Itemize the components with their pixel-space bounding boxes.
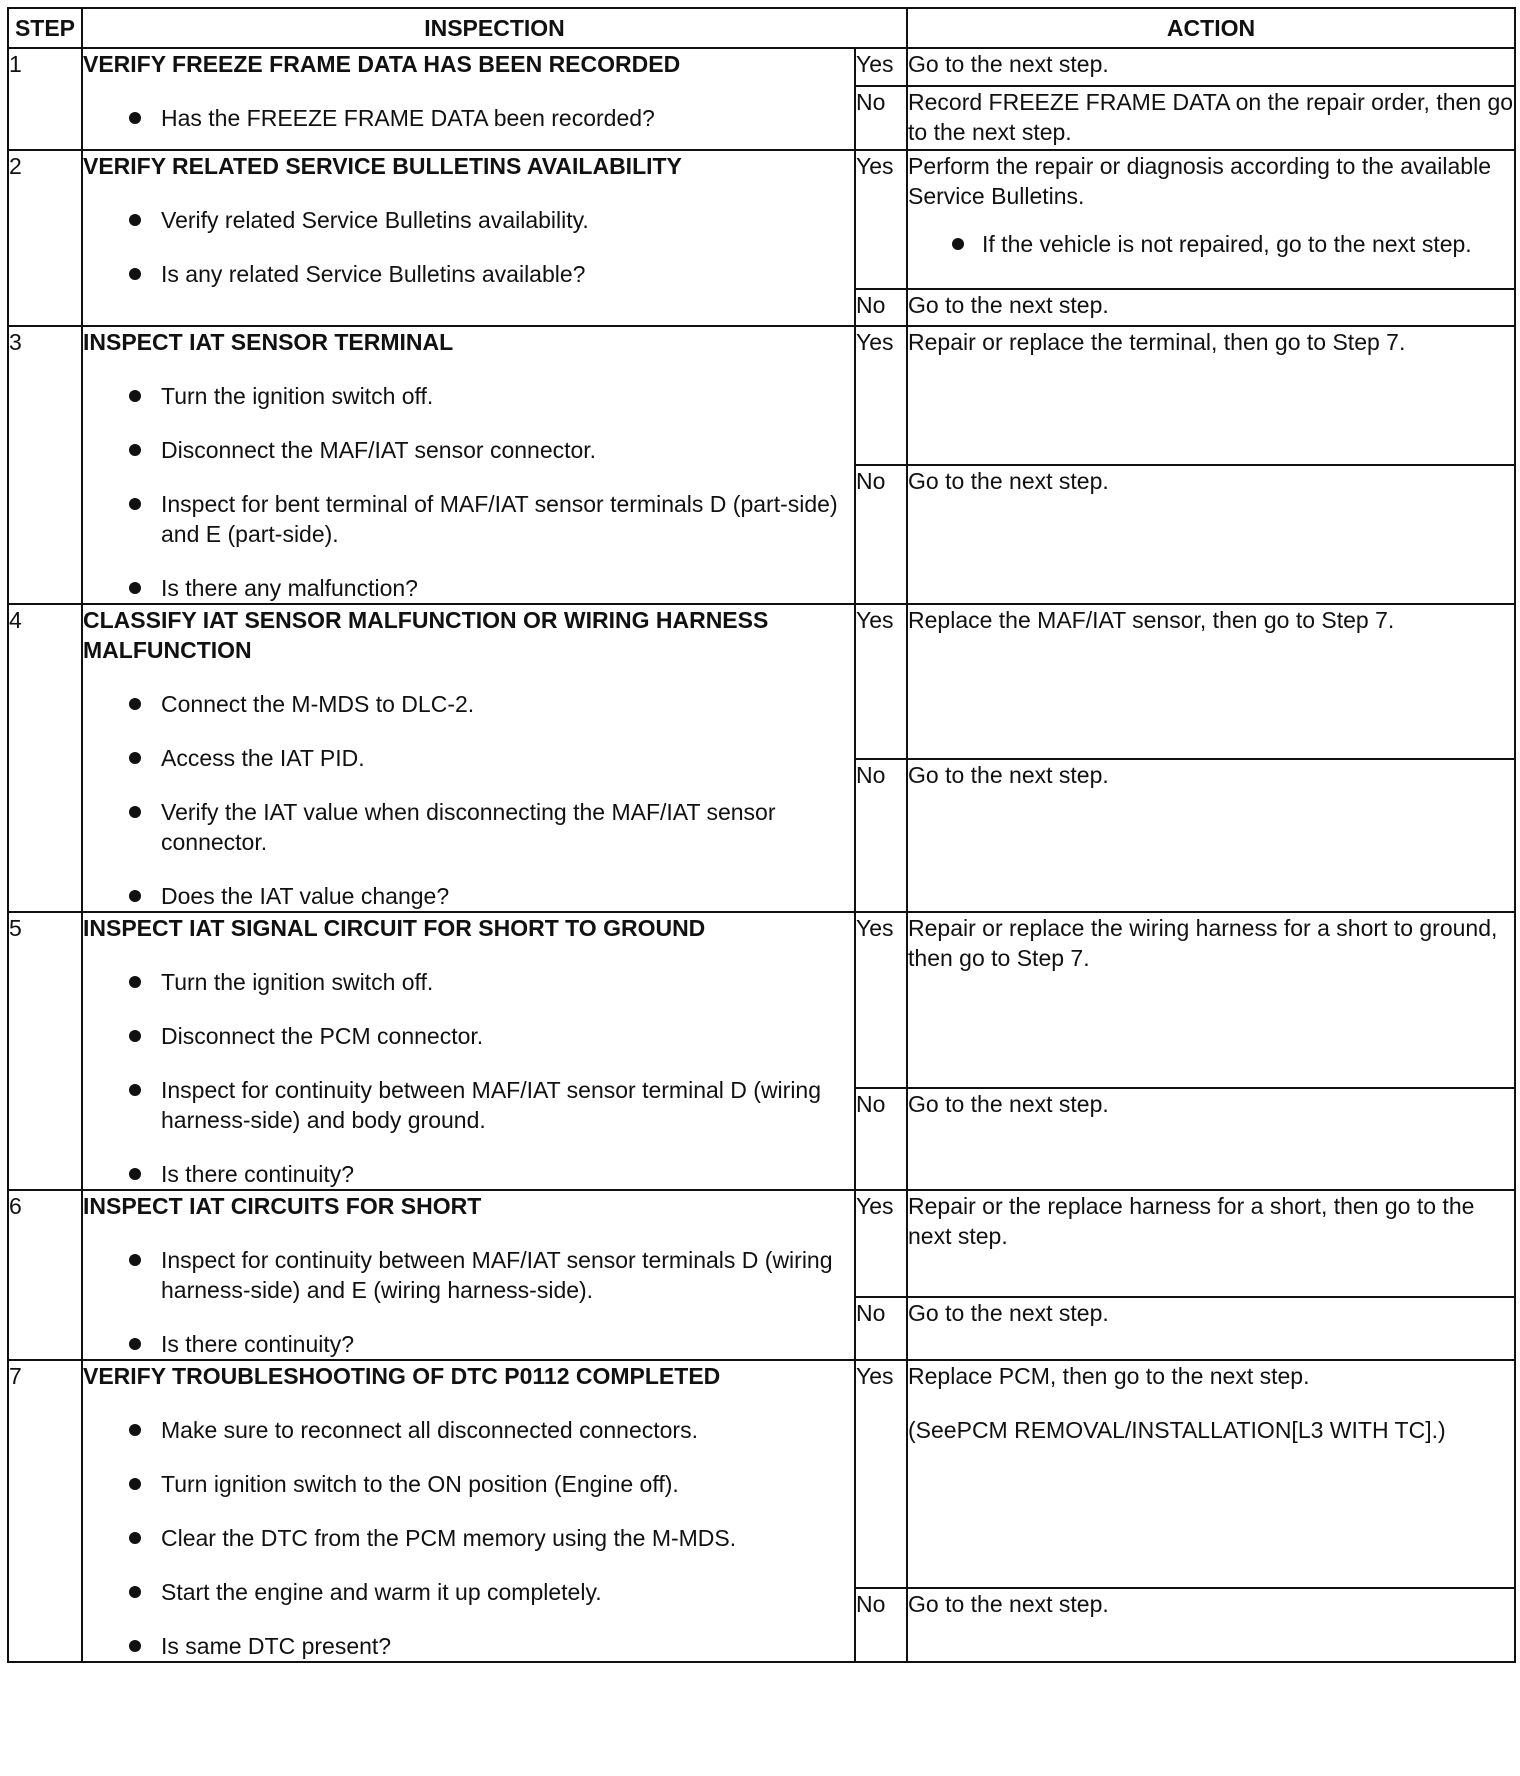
no-label: No (855, 465, 907, 604)
inspection-bullet: Disconnect the PCM connector. (83, 1021, 854, 1051)
step-number: 3 (8, 326, 82, 604)
inspection-title: INSPECT IAT SIGNAL CIRCUIT FOR SHORT TO GROUND (83, 915, 706, 941)
inspection-bullets (83, 1245, 854, 1359)
inspection-bullet: Is any related Service Bulletins available? (83, 259, 854, 289)
inspection-title: VERIFY FREEZE FRAME DATA HAS BEEN RECORDED (83, 51, 681, 77)
inspection-bullet: Start the engine and warm it up completely. (83, 1577, 854, 1607)
no-label: No (855, 1088, 907, 1190)
inspection-bullet: Does the IAT value change? (83, 881, 854, 911)
action-text: Record FREEZE FRAME DATA on the repair order, then go to the next step. (908, 89, 1514, 145)
inspection-bullet: Turn the ignition switch off. (83, 381, 854, 411)
action-text: Replace PCM, then go to the next step. (908, 1363, 1310, 1389)
inspection-bullet: Inspect for bent terminal of MAF/IAT sensor terminals D (part-side) and E (part-side). (83, 489, 854, 549)
inspection-bullet: Clear the DTC from the PCM memory using the M-MDS. (83, 1523, 854, 1553)
inspection-bullet: Is same DTC present? (83, 1631, 854, 1661)
step-number: 5 (8, 912, 82, 1190)
inspection-title: VERIFY RELATED SERVICE BULLETINS AVAILABILITY (83, 153, 682, 179)
table-row (8, 604, 1515, 759)
yes-label: Yes (855, 604, 907, 759)
yes-label: Yes (855, 48, 907, 86)
yes-action (907, 604, 1515, 759)
no-action (907, 289, 1515, 326)
inspection-bullets (83, 205, 854, 289)
yes-action (907, 326, 1515, 465)
action-bullets (908, 229, 1514, 259)
inspection-cell (82, 1360, 855, 1662)
yes-label: Yes (855, 326, 907, 465)
inspection-bullet: Is there continuity? (83, 1329, 854, 1359)
no-label: No (855, 1588, 907, 1662)
action-text: Replace the MAF/IAT sensor, then go to Step 7. (908, 607, 1395, 633)
yes-action (907, 1190, 1515, 1297)
yes-action (907, 912, 1515, 1088)
action-header: ACTION (907, 8, 1515, 48)
inspection-bullets (83, 689, 854, 911)
step-number: 1 (8, 48, 82, 150)
inspection-bullet: Inspect for continuity between MAF/IAT sensor terminal D (wiring harness-side) and body ground. (83, 1075, 854, 1135)
inspection-cell (82, 604, 855, 912)
step-number: 4 (8, 604, 82, 912)
inspection-title: CLASSIFY IAT SENSOR MALFUNCTION OR WIRING HARNESS MALFUNCTION (83, 607, 769, 663)
no-label: No (855, 1297, 907, 1360)
no-action (907, 1588, 1515, 1662)
no-action (907, 759, 1515, 912)
inspection-bullets (83, 1415, 854, 1661)
step-number: 2 (8, 150, 82, 326)
no-action (907, 86, 1515, 150)
inspection-bullet: Access the IAT PID. (83, 743, 854, 773)
table-body (8, 48, 1515, 1662)
yes-label: Yes (855, 1360, 907, 1588)
inspection-bullet: Make sure to reconnect all disconnected connectors. (83, 1415, 854, 1445)
inspection-cell (82, 326, 855, 604)
action-text: Perform the repair or diagnosis according to the available Service Bulletins. (908, 153, 1492, 209)
no-label: No (855, 86, 907, 150)
troubleshooting-table (7, 7, 1516, 1663)
yes-label: Yes (855, 1190, 907, 1297)
inspection-bullet: Connect the M-MDS to DLC-2. (83, 689, 854, 719)
action-text: Repair or replace the terminal, then go to Step 7. (908, 329, 1406, 355)
table-row (8, 150, 1515, 289)
yes-label: Yes (855, 912, 907, 1088)
action-text: Go to the next step. (908, 51, 1109, 77)
inspection-cell (82, 1190, 855, 1360)
inspection-cell (82, 150, 855, 326)
header-row (8, 8, 1515, 48)
table-row (8, 1360, 1515, 1588)
no-label: No (855, 759, 907, 912)
inspection-bullets (83, 103, 854, 133)
inspection-bullet: Turn ignition switch to the ON position (Engine off). (83, 1469, 854, 1499)
inspection-bullet: Inspect for continuity between MAF/IAT sensor terminals D (wiring harness-side) and E (wiring harness-side). (83, 1245, 854, 1305)
inspection-bullets (83, 381, 854, 603)
table-row (8, 326, 1515, 465)
yes-action (907, 48, 1515, 86)
action-text: Repair or replace the wiring harness for a short to ground, then go to Step 7. (908, 915, 1498, 971)
action-text: Repair or the replace harness for a short, then go to the next step. (908, 1193, 1475, 1249)
inspection-title: INSPECT IAT SENSOR TERMINAL (83, 329, 454, 355)
no-action (907, 1088, 1515, 1190)
no-label: No (855, 289, 907, 326)
inspection-header: INSPECTION (82, 8, 907, 48)
inspection-bullet: Verify related Service Bulletins availability. (83, 205, 854, 235)
no-action (907, 1297, 1515, 1360)
yes-label: Yes (855, 150, 907, 289)
action-text: Go to the next step. (908, 468, 1109, 494)
action-text: Go to the next step. (908, 762, 1109, 789)
action-text: Go to the next step. (908, 1299, 1109, 1326)
action-text: (SeePCM REMOVAL/INSTALLATION[L3 WITH TC].) (908, 1417, 1446, 1443)
inspection-bullet: Verify the IAT value when disconnecting the MAF/IAT sensor connector. (83, 797, 854, 857)
inspection-title: VERIFY TROUBLESHOOTING OF DTC P0112 COMPLETED (83, 1363, 721, 1389)
table-row (8, 48, 1515, 86)
inspection-bullet: Has the FREEZE FRAME DATA been recorded? (83, 103, 854, 133)
inspection-bullet: Is there continuity? (83, 1159, 854, 1189)
no-action (907, 465, 1515, 604)
inspection-title: INSPECT IAT CIRCUITS FOR SHORT (83, 1193, 482, 1219)
step-header: STEP (8, 8, 82, 48)
action-text: Go to the next step. (908, 292, 1109, 318)
table-row (8, 1190, 1515, 1297)
inspection-bullet: Turn the ignition switch off. (83, 967, 854, 997)
step-number: 7 (8, 1360, 82, 1662)
inspection-bullets (83, 967, 854, 1189)
table-row (8, 912, 1515, 1088)
action-bullet: If the vehicle is not repaired, go to the next step. (908, 229, 1514, 259)
inspection-bullet: Is there any malfunction? (83, 573, 854, 603)
action-text: Go to the next step. (908, 1590, 1109, 1617)
inspection-cell (82, 48, 855, 150)
inspection-cell (82, 912, 855, 1190)
yes-action (907, 150, 1515, 289)
step-number: 6 (8, 1190, 82, 1360)
inspection-bullet: Disconnect the MAF/IAT sensor connector. (83, 435, 854, 465)
action-text: Go to the next step. (908, 1091, 1109, 1118)
yes-action (907, 1360, 1515, 1588)
